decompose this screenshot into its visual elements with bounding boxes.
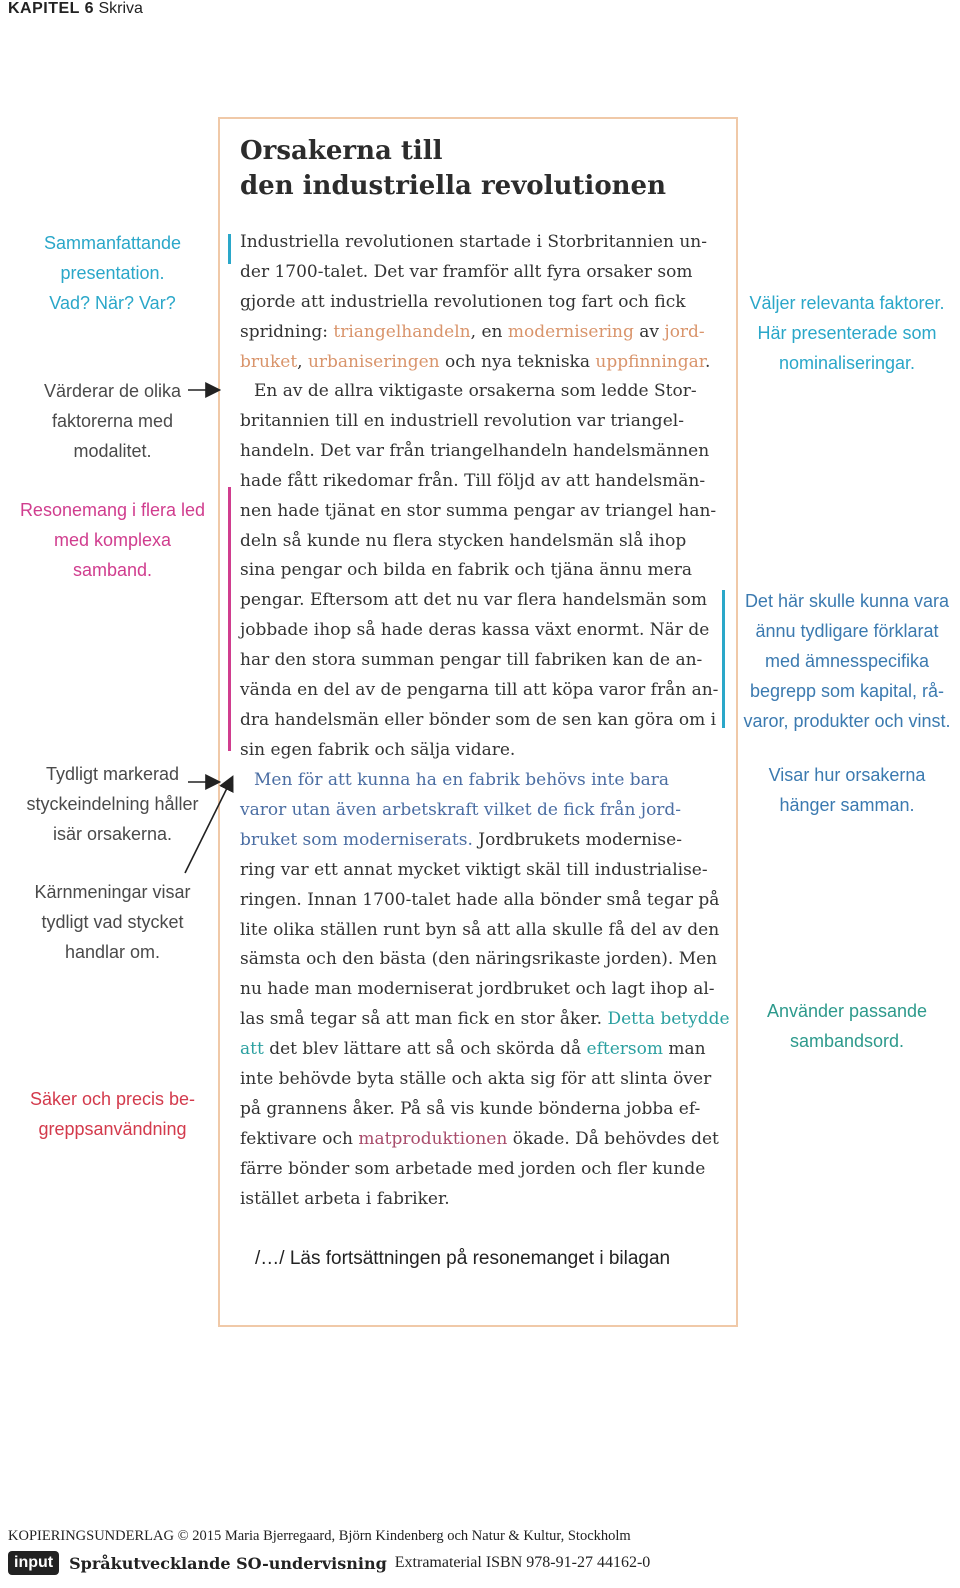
annotation-line: Kärnmeningar visar [34, 882, 191, 902]
annotation-line: faktorerna med [51, 411, 174, 431]
text-line: sina pengar och bilda en fabrik och tjäna ännu mera [240, 560, 693, 581]
chapter-number: KAPITEL 6 [8, 0, 94, 17]
text-line: nu hade man moderniserat jordbruket och lagt ihop al- [240, 979, 715, 1000]
annotation-line: med komplexa [53, 530, 172, 550]
text-run: det blev lättare att så och skörda då [263, 1039, 587, 1060]
text-run: las små tegar så att man fick en stor åker. [240, 1009, 608, 1030]
annotation-line: Vad? När? Var? [49, 293, 176, 313]
text-line: på grannens åker. På så vis kunde bönderna jobba ef- [240, 1098, 701, 1119]
annotation-line: isär orsakerna. [52, 824, 173, 844]
text-run: spridning: [240, 321, 334, 342]
highlight-matproduktionen: matproduktionen [358, 1128, 508, 1149]
text-line: pengar. Eftersom att det nu var flera handelsmän som [240, 590, 708, 611]
text-line: gjorde att industriella revolutionen tog fart och fick [240, 291, 686, 312]
annotation-connectives [742, 996, 952, 1056]
text-run: och nya tekniska [439, 351, 596, 372]
highlight-modernisering: modernisering [507, 321, 634, 342]
annotation-causes-connected [742, 760, 952, 820]
annotation-line: begrepp som kapital, rå- [749, 681, 945, 701]
text-line: sämsta och den bästa (den näringsrikaste jorden). Men [240, 949, 718, 970]
highlight-uppfinningar: uppfinningar [595, 351, 706, 372]
annotation-line: Resonemang i flera led [19, 500, 206, 520]
highlight-connective: att [240, 1039, 264, 1060]
input-logo: input [8, 1551, 59, 1575]
essay-title-line: Orsakerna till [240, 136, 443, 166]
annotation-line: styckeindelning håller [26, 794, 199, 814]
text-line: inte behövde byta ställe och akta sig för att slinta över [240, 1069, 712, 1090]
annotation-line: Värderar de olika [43, 381, 182, 401]
text-line: har den stora summan pengar till fabriken kan de an- [240, 650, 703, 671]
text-run: man [663, 1039, 706, 1060]
core-sentence-line: Men för att kunna ha en fabrik behövs inte bara [254, 770, 670, 790]
annotation-line: Säker och precis be- [29, 1089, 196, 1109]
text-line: En av de allra viktigaste orsakerna som ledde Stor- [254, 381, 697, 401]
annotation-line: sambandsord. [789, 1031, 905, 1051]
essay-title-line: den industriella revolutionen [240, 171, 667, 201]
text-run: av [633, 321, 665, 342]
text-line: britannien till en industriell revolution var triangel- [240, 410, 684, 431]
annotation-line: Här presenterade som [757, 323, 937, 343]
annotation-line: greppsanvändning [38, 1119, 187, 1139]
annotation-line: med ämnesspecifika [764, 651, 930, 671]
text-line: Industriella revolutionen startade i Storbritannien un- [240, 232, 707, 252]
annotation-line: Sammanfattande [43, 233, 182, 253]
annotation-line: hänger samman. [779, 795, 915, 815]
annotation-line: presentation. [60, 263, 165, 283]
annotation-line: ännu tydligare förklarat [755, 621, 939, 641]
text-line: nen hade tjänat en stor summa pengar av triangel han- [240, 500, 717, 521]
arrow-icon [185, 778, 232, 873]
highlight-jordbruket: jord- [664, 321, 705, 342]
publication-bar [8, 1548, 650, 1578]
text-line: deln så kunde nu flera stycken handelsmän slå ihop [240, 530, 687, 551]
annotation-line: Det här skulle kunna vara [744, 591, 950, 611]
text-line: färre bönder som arbetade med jorden och fler kunde [240, 1158, 706, 1179]
text-run: Jordbrukets modernise- [472, 829, 682, 850]
annotation-line: varor, produkter och vinst. [743, 711, 951, 731]
text-line: vända en del av de pengarna till att köpa varor från an- [240, 680, 719, 701]
annotation-line: handlar om. [64, 942, 161, 962]
annotation-line: Visar hur orsakerna [768, 765, 926, 785]
highlight-jordbruket: bruket [240, 351, 298, 372]
text-line: dra handelsmän eller bönder som de sen kan göra om i [240, 709, 717, 730]
highlight-urbaniseringen: urbaniseringen [307, 351, 440, 372]
text-line: ringen. Innan 1700-talet hade alla bönder små tegar på [240, 889, 720, 910]
text-line: handeln. Det var från triangelhandeln handelsmännen [240, 440, 710, 461]
continuation-note: /…/ Läs fortsättningen på resonemanget i bilagan [255, 1248, 671, 1269]
annotation-line: Använder passande [766, 1001, 928, 1021]
core-sentence-line: varor utan även arbetskraft vilket de fick från jord- [240, 799, 682, 820]
highlight-connective: Detta betydde [607, 1009, 730, 1030]
isbn: Extramaterial ISBN 978-91-27 44162-0 [394, 1554, 651, 1571]
text-line: jobbade ihop så hade deras kassa växt enormt. När de [240, 620, 710, 641]
annotation-line: Tydligt markerad [45, 764, 180, 784]
annotation-clearer-explanation [742, 586, 952, 736]
annotation-line: modalitet. [73, 441, 152, 461]
text-run: fektivare och [240, 1128, 359, 1149]
highlight-connective: eftersom [586, 1039, 663, 1060]
highlight-triangelhandeln: triangelhandeln [333, 321, 471, 342]
text-line: der 1700-talet. Det var framför allt fyra orsaker som [240, 261, 693, 282]
text-line: hade fått rikedomar från. Till följd av att handelsmän- [240, 470, 706, 491]
text-run: , en [470, 321, 508, 342]
core-sentence-run: bruket som moderniserats. [240, 829, 473, 850]
chapter-section: Skriva [98, 0, 143, 17]
annotation-line: tydligt vad stycket [41, 912, 184, 932]
annotation-line: nominaliseringar. [778, 353, 916, 373]
text-line: ring var ett annat mycket viktigt skäl till industrialise- [240, 859, 708, 880]
annotation-line: samband. [72, 560, 153, 580]
annotation-line: Väljer relevanta faktorer. [749, 293, 945, 313]
copyright-notice: KOPIERINGSUNDERLAG © 2015 Maria Bjerregaard, Björn Kindenberg och Natur & Kultur, Stockholm [8, 1528, 631, 1544]
annotation-relevant-factors [742, 288, 952, 378]
text-run: ökade. Då behövdes det [507, 1128, 719, 1149]
series-title: Språkutvecklande SO-undervisning [69, 1553, 387, 1573]
text-run: . [705, 351, 711, 372]
text-line: sin egen fabrik och sälja vidare. [240, 739, 516, 760]
text-run: , [297, 351, 308, 372]
text-line: istället arbeta i fabriker. [240, 1188, 450, 1209]
text-line: lite olika ställen runt byn så att alla skulle få del av den [240, 919, 720, 940]
